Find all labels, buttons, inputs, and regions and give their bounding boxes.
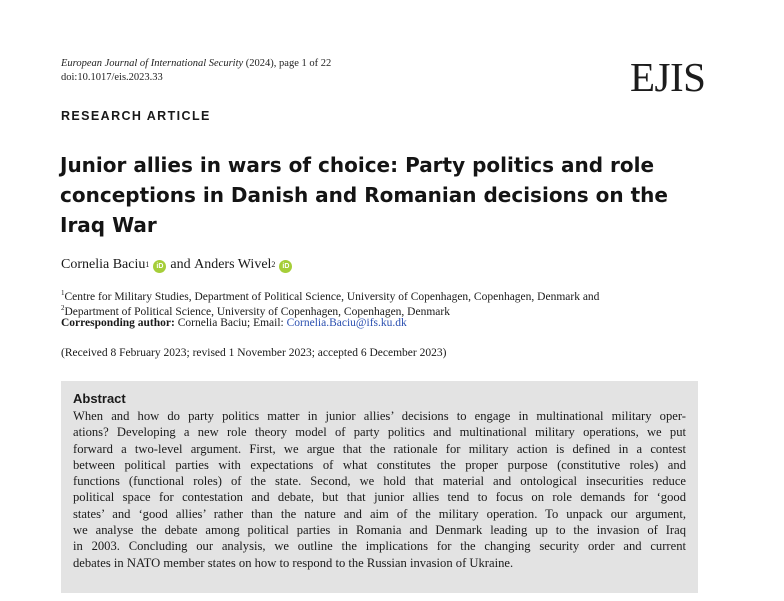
author-connector: and <box>170 257 191 272</box>
abstract-box <box>61 381 698 593</box>
article-title: Junior allies in wars of choice: Party politics and role conceptions in Danish and Romanian decisions on the Iraq War <box>60 153 668 237</box>
abstract-line: political space for contestation and debate, but that junior allies tend to focus on role demands for ‘good <box>73 490 686 505</box>
corresponding-text: Cornelia Baciu; Email: <box>174 317 287 329</box>
journal-logo: EJIS <box>630 54 706 100</box>
received-dates: (Received 8 February 2023; revised 1 November 2023; accepted 6 December 2023) <box>61 347 447 359</box>
corresponding-label: Corresponding author: <box>61 317 175 329</box>
abstract-line: states’ and ‘good allies’ rather than the nature and aim of the military operation. To unpack our argument, <box>73 506 686 521</box>
author-name-wivel[interactable]: Anders Wivel <box>194 257 272 272</box>
corresponding-email-link[interactable]: Cornelia.Baciu@ifs.ku.dk <box>286 317 407 329</box>
orcid-icon[interactable]: iD <box>279 260 292 273</box>
author-affiliation-mark: 2 <box>271 260 276 269</box>
affiliation-text: Centre for Military Studies, Department of Political Science, University of Copenhagen, Copenhagen, Denmark and <box>64 290 600 303</box>
corresponding-author <box>61 316 407 331</box>
doi-line[interactable]: doi:10.1017/eis.2023.33 <box>61 72 163 83</box>
article-type-label: RESEARCH ARTICLE <box>61 109 211 123</box>
abstract-line: functions (functional roles) of the state. Second, we hold that material and ontological insecurities reduce <box>73 474 686 489</box>
author-affiliation-mark: 1 <box>145 260 150 269</box>
abstract-line: in 2003. Concluding our analysis, we outline the implications for the changing security order and current <box>73 539 686 554</box>
orcid-icon[interactable]: iD <box>153 260 166 273</box>
journal-citation <box>61 57 331 71</box>
affiliation-mark: 1 <box>61 289 65 297</box>
abstract-line: debates in NATO member states on how to respond to the Russian invasion of Ukraine. <box>73 555 514 570</box>
abstract-heading: Abstract <box>73 391 126 406</box>
affiliation-mark: 2 <box>61 304 65 312</box>
abstract-line: forward a two-level argument. First, we argue that the rationale for military action is defined in a contest <box>73 441 686 456</box>
abstract-line: ations? Developing a new role theory model of party politics and multinational military operations, we put <box>73 425 686 440</box>
abstract-line: we analyse the debate among political parties in Romania and Denmark leading up to the invasion of Iraq <box>73 523 686 538</box>
citation-pages: (2024), page 1 of 22 <box>243 58 332 69</box>
author-name-baciu[interactable]: Cornelia Baciu <box>61 257 146 272</box>
abstract-line: between political parties with expectations of what constitutes the proper purpose (constitutive roles) and <box>73 457 686 472</box>
abstract-line: When and how do party politics matter in junior allies’ decisions to engage in multinational military oper- <box>73 409 686 423</box>
authors-line <box>61 255 296 275</box>
affiliation-text: Department of Political Science, University of Copenhagen, Copenhagen, Denmark <box>64 305 450 318</box>
journal-name: European Journal of International Security <box>61 58 244 69</box>
